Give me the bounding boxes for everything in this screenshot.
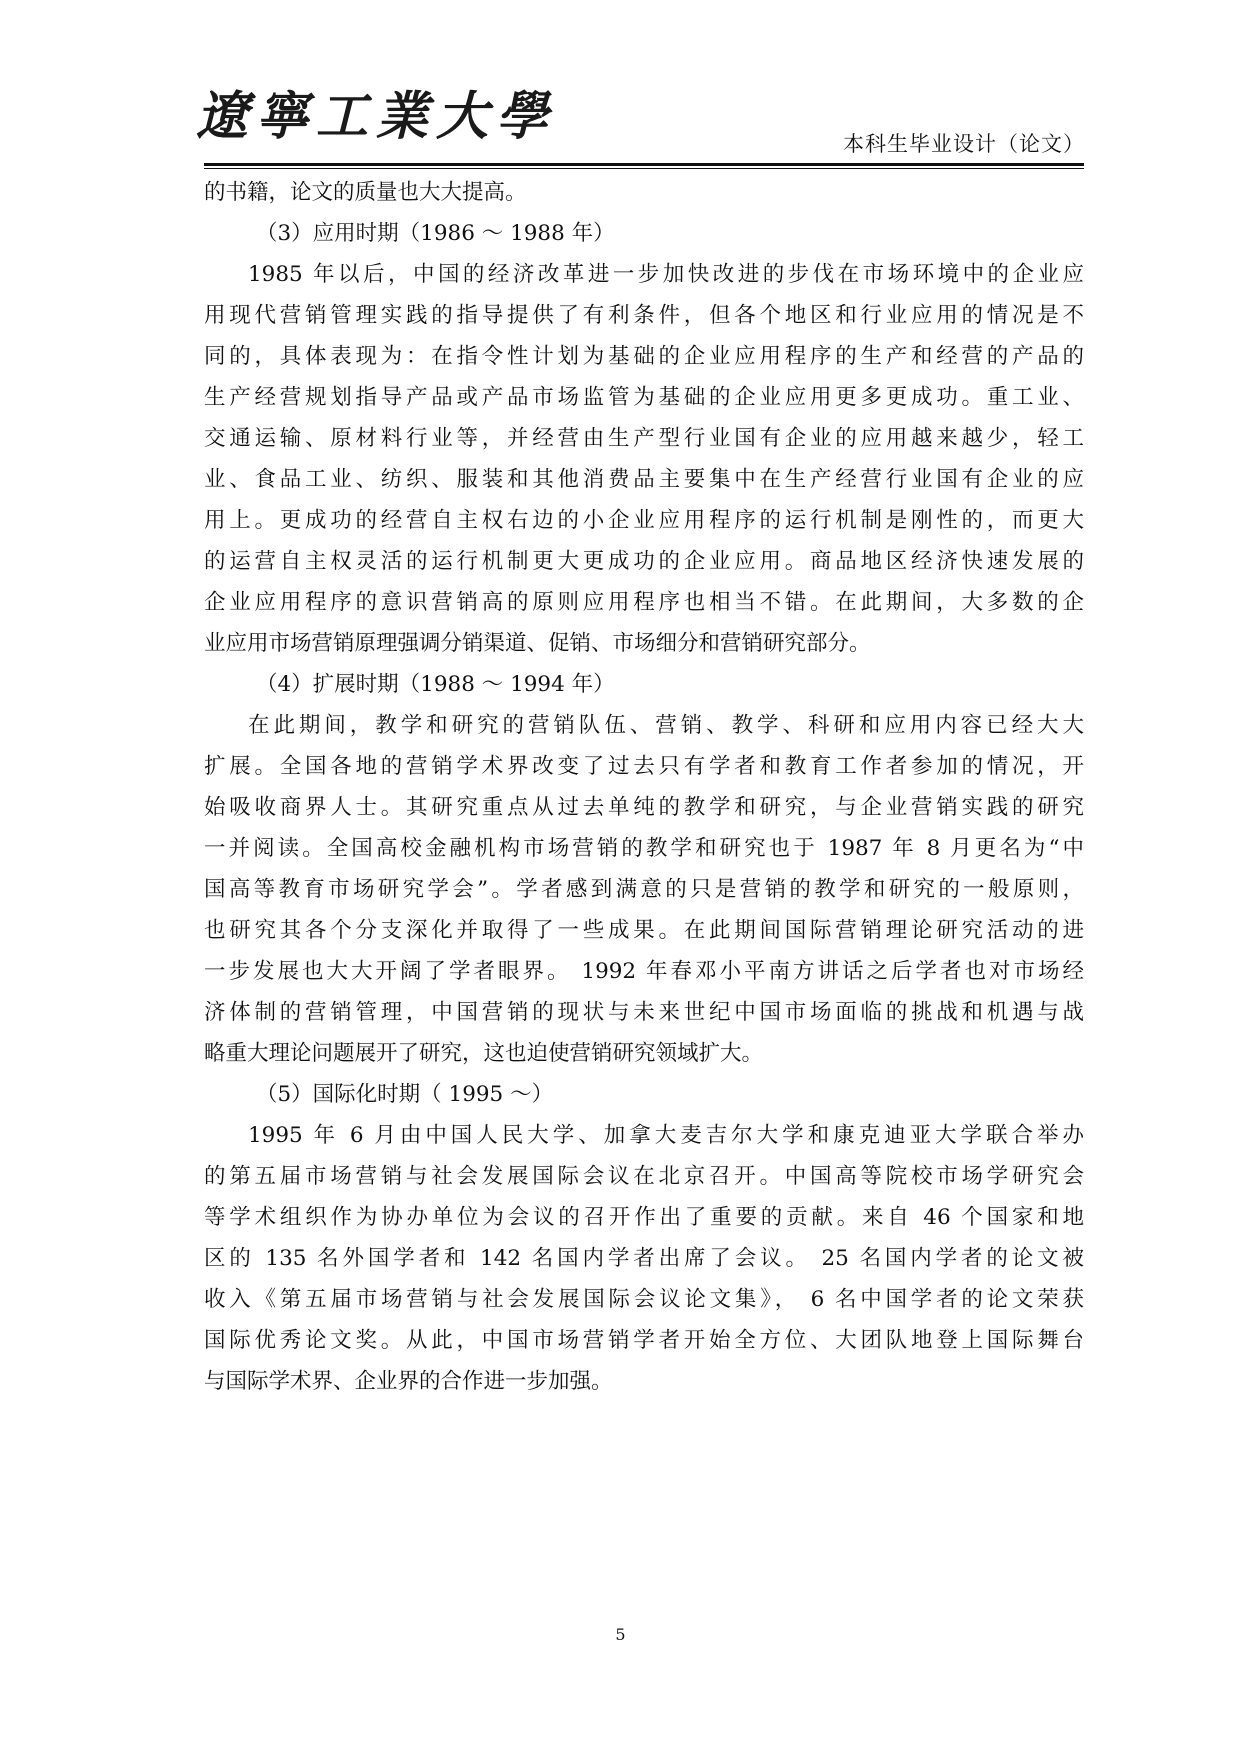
body-line: 始吸收商界人士。其研究重点从过去单纯的教学和研究，与企业营销实践的研究 [204,795,1084,820]
body-line: 也研究其各个分支深化并取得了一些成果。在此期间国际营销理论研究活动的进 [204,918,1084,943]
section-heading: （5）国际化时期（ 1995 ～） [256,1082,554,1107]
section-heading: （4）扩展时期（1988 ～ 1994 年） [256,672,615,697]
body-line: 的第五届市场营销与社会发展国际会议在北京召开。中国高等院校市场学研究会 [204,1164,1084,1189]
body-line: 业、食品工业、纺织、服装和其他消费品主要集中在生产经营行业国有企业的应 [204,467,1084,492]
body-line: 交通运输、原材料行业等，并经营由生产型行业国有企业的应用越来越少，轻工 [204,426,1084,451]
header-rule-thick [204,163,1084,166]
body-line: 用现代营销管理实践的指导提供了有利条件，但各个地区和行业应用的情况是不 [204,303,1084,328]
body-line: 在此期间，教学和研究的营销队伍、营销、教学、科研和应用内容已经大大 [248,713,1084,738]
body-line: 一步发展也大大开阔了学者眼界。 1992 年春邓小平南方讲话之后学者也对市场经 [204,959,1084,984]
body-line: 一并阅读。全国高校金融机构市场营销的教学和研究也于 1987 年 8 月更名为“中 [204,836,1084,861]
body-line: 扩展。全国各地的营销学术界改变了过去只有学者和教育工作者参加的情况，开 [204,754,1084,779]
body-line: 国高等教育市场研究学会”。学者感到满意的只是营销的教学和研究的一般原则， [204,877,1084,902]
body-line: 济体制的营销管理，中国营销的现状与未来世纪中国市场面临的挑战和机遇与战 [204,1000,1084,1025]
body-line: 的书籍，论文的质量也大大提高。 [204,180,527,205]
body-line: 国际优秀论文奖。从此，中国市场营销学者开始全方位、大团队地登上国际舞台 [204,1328,1084,1353]
body-text [204,172,1084,1402]
body-line: 与国际学术界、企业界的合作进一步加强。 [204,1369,613,1394]
university-logo: 遼寧工業大學 [196,86,557,147]
body-line: 企业应用程序的意识营销高的原则应用程序也相当不错。在此期间，大多数的企 [204,590,1084,615]
body-line: 收入《第五届市场营销与社会发展国际会议论文集》， 6 名中国学者的论文荣获 [204,1287,1084,1312]
body-line: 略重大理论问题展开了研究，这也迫使营销研究领域扩大。 [204,1041,764,1066]
body-line: 同的，具体表现为：在指令性计划为基础的企业应用程序的生产和经营的产品的 [204,344,1084,369]
body-line: 用上。更成功的经营自主权右边的小企业应用程序的运行机制是刚性的，而更大 [204,508,1084,533]
page-number: 5 [615,1625,626,1644]
body-line: 业应用市场营销原理强调分销渠道、促销、市场细分和营销研究部分。 [204,631,871,656]
body-line: 生产经营规划指导产品或产品市场监管为基础的企业应用更多更成功。重工业、 [204,385,1084,410]
body-line: 1995 年 6 月由中国人民大学、加拿大麦吉尔大学和康克迪亚大学联合举办 [248,1123,1084,1148]
body-line: 区的 135 名外国学者和 142 名国内学者出席了会议。 25 名国内学者的论文被 [204,1246,1084,1271]
body-line: 1985 年以后，中国的经济改革进一步加快改进的步伐在市场环境中的企业应 [248,262,1084,287]
body-line: 等学术组织作为协办单位为会议的召开作出了重要的贡献。来自 46 个国家和地 [204,1205,1084,1230]
header-rule-thin [204,168,1084,169]
header-subtitle: 本科生毕业设计（论文） [843,132,1085,156]
section-heading: （3）应用时期（1986 ～ 1988 年） [256,221,615,246]
body-line: 的运营自主权灵活的运行机制更大更成功的企业应用。商品地区经济快速发展的 [204,549,1084,574]
